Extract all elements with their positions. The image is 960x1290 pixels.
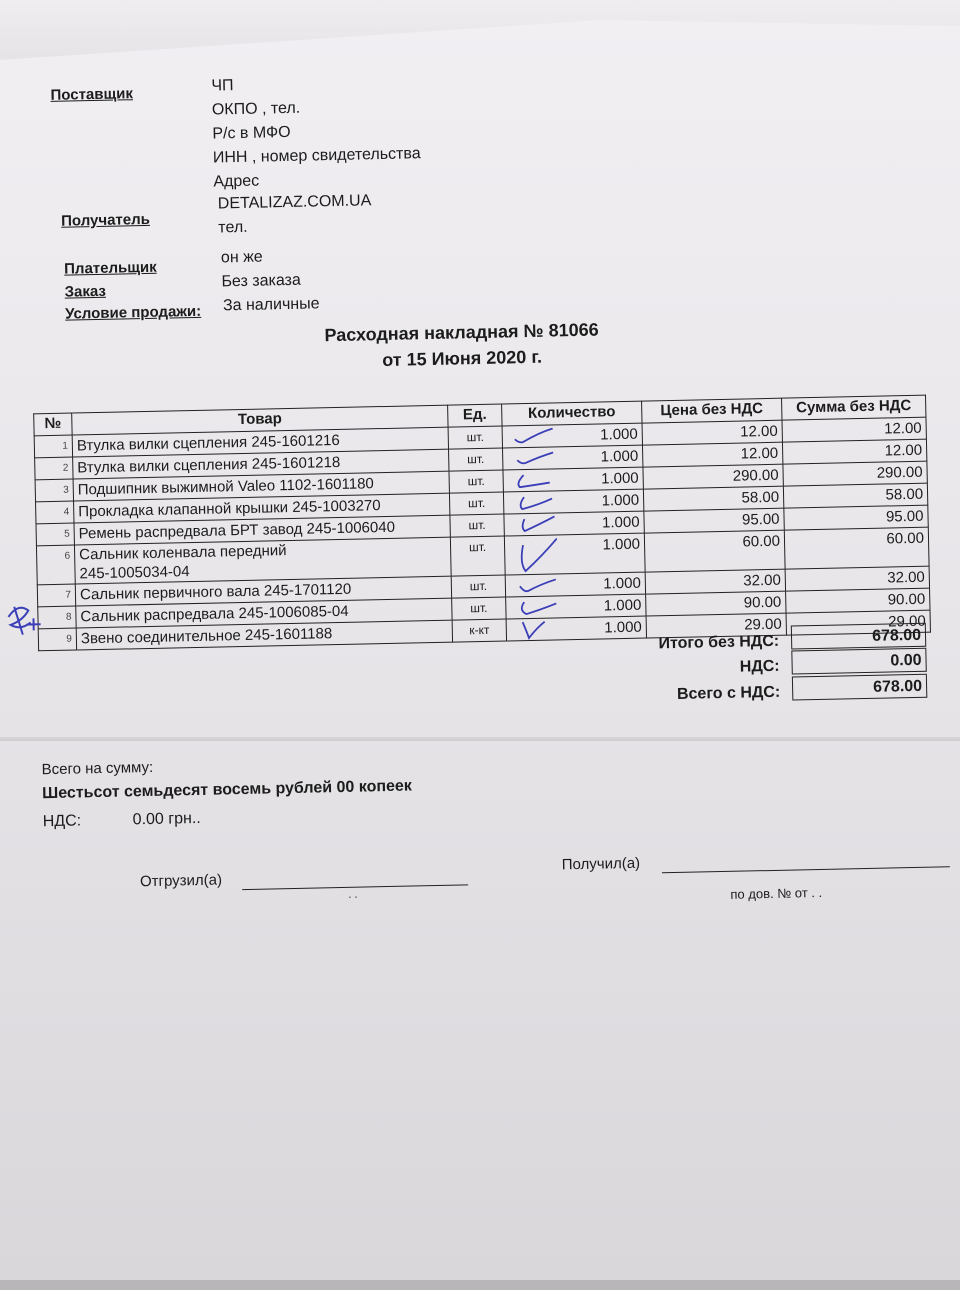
checkmark-icon (512, 597, 558, 618)
checkmark-icon (509, 426, 555, 447)
vat-value: 0.00 (791, 648, 926, 675)
item-qty-cell (503, 467, 643, 492)
item-name: Втулка вилки сцепления 245-1601218 (73, 449, 449, 479)
item-qty-cell (506, 594, 646, 619)
item-quantity: 1.000 (602, 535, 641, 554)
sale-condition-value: За наличные (222, 295, 320, 315)
row-number: 6 (36, 545, 75, 585)
item-price: 32.00 (645, 569, 785, 594)
supplier-line: ИНН , номер свидетельства (212, 145, 421, 167)
item-qty-cell (502, 423, 642, 448)
item-name: Сальник первичного вала 245-1701120 (75, 576, 451, 606)
row-number: 7 (37, 584, 75, 607)
invoice-title: Расходная накладная № 81066 (324, 319, 599, 346)
col-header-item: Товар (72, 405, 448, 435)
item-price: 12.00 (642, 442, 782, 467)
row-number: 9 (38, 628, 76, 651)
checkmark-icon (511, 536, 558, 575)
footer-vat-label: НДС: (42, 812, 82, 831)
item-name: Прокладка клапанной крышки 245-1003270 (74, 493, 450, 523)
item-sum: 32.00 (785, 566, 929, 591)
supplier-line: ЧП (211, 77, 234, 95)
item-sum: 90.00 (786, 588, 930, 613)
col-header-number: № (34, 413, 72, 436)
item-price: 95.00 (644, 508, 784, 533)
item-unit: к-кт (452, 619, 506, 642)
col-header-sum: Сумма без НДС (782, 395, 926, 420)
checkmark-icon (510, 492, 556, 513)
supplier-line: Адрес (213, 172, 260, 191)
received-label: Получил(а) (561, 854, 641, 874)
sum-in-words: Шестьсот семьдесят восемь рублей 00 копеек (41, 777, 413, 803)
footer-vat-value: 0.00 грн.. (132, 809, 201, 829)
row-number: 2 (35, 457, 73, 480)
subtotal-label: Итого без НДС: (658, 632, 780, 653)
item-qty-cell (504, 511, 644, 536)
supplier-line: Р/с в МФО (212, 123, 291, 143)
order-label: Заказ (64, 282, 107, 301)
item-price: 90.00 (646, 591, 786, 616)
item-name: Подшипник выжимной Valeo 1102-1601180 (73, 471, 449, 501)
item-sum: 58.00 (783, 483, 927, 508)
item-unit: шт. (449, 448, 503, 471)
recipient-line: тел. (218, 218, 248, 237)
row-number: 8 (38, 606, 76, 629)
supplier-line: ОКПО , тел. (211, 99, 301, 119)
item-unit: шт. (452, 597, 506, 620)
item-unit: шт. (449, 492, 503, 515)
item-quantity: 1.000 (603, 574, 642, 593)
total-label: Всего с НДС: (676, 683, 781, 703)
item-price: 58.00 (643, 486, 783, 511)
checkmark-icon (509, 448, 555, 469)
item-unit: шт. (449, 470, 503, 493)
item-name: Втулка вилки сцепления 245-1601216 (72, 427, 448, 457)
checkmark-icon (510, 470, 556, 491)
item-quantity: 1.000 (600, 425, 638, 444)
checkmark-icon (510, 514, 556, 535)
col-header-price: Цена без НДС (642, 398, 782, 423)
col-header-quantity: Количество (502, 401, 642, 426)
item-unit: шт. (450, 514, 504, 537)
recipient-label: Получатель (60, 210, 151, 230)
item-sum: 290.00 (783, 461, 927, 486)
item-sum: 60.00 (784, 527, 929, 569)
item-sum: 29.00 (786, 610, 930, 635)
payer-value: он же (220, 248, 263, 267)
checkmark-icon (513, 619, 559, 640)
item-unit: шт. (448, 426, 502, 449)
item-qty-cell (504, 533, 645, 575)
item-qty-cell (503, 489, 643, 514)
item-name: Сальник коленвала передний (78, 542, 287, 564)
handwritten-mark-icon (4, 594, 45, 645)
item-sum: 95.00 (784, 505, 928, 530)
item-unit: шт. (450, 536, 505, 576)
item-quantity: 1.000 (601, 491, 640, 510)
subtotal-value: 678.00 (791, 623, 926, 650)
shipped-dots: . . (348, 888, 358, 901)
proxy-text: по дов. № от . . (730, 884, 823, 902)
items-table (33, 395, 931, 652)
item-price: 12.00 (642, 420, 782, 445)
item-sum: 12.00 (782, 439, 926, 464)
item-sum: 12.00 (782, 417, 926, 442)
received-signature-line (662, 866, 950, 873)
item-quantity: 1.000 (600, 469, 639, 488)
item-quantity: 1.000 (603, 596, 642, 615)
vat-label: НДС: (739, 657, 780, 676)
row-number: 5 (36, 523, 74, 546)
item-quantity: 1.000 (604, 618, 642, 637)
sum-label: Всего на сумму: (41, 758, 154, 779)
invoice-date: от 15 Июня 2020 г. (382, 346, 543, 371)
order-value: Без заказа (221, 271, 302, 291)
row-number: 3 (35, 479, 73, 502)
item-name: Ремень распредвала БРТ завод 245-1006040 (74, 515, 450, 545)
item-qty-cell (503, 445, 643, 470)
item-quantity: 1.000 (600, 447, 639, 466)
row-number: 4 (36, 501, 74, 524)
total-value: 678.00 (792, 674, 927, 701)
sale-condition-label: Условие продажи: (64, 302, 202, 323)
item-qty-cell (505, 572, 645, 597)
shipped-label: Отгрузил(а) (139, 871, 223, 891)
checkmark-icon (512, 575, 558, 596)
item-name-continued: 245-1005034-04 (79, 563, 190, 583)
row-number: 1 (34, 435, 72, 458)
supplier-label: Поставщик (50, 85, 134, 104)
col-header-unit: Ед. (448, 404, 502, 427)
item-quantity: 1.000 (601, 513, 640, 532)
item-price: 29.00 (646, 613, 786, 638)
recipient-line: DETALIZAZ.COM.UA (217, 192, 372, 213)
payer-label: Плательщик (63, 258, 157, 278)
item-name: Звено соединительное 245-1601188 (76, 620, 452, 650)
item-price: 290.00 (643, 464, 783, 489)
item-unit: шт. (451, 575, 505, 598)
item-price: 60.00 (644, 530, 785, 572)
item-name: Сальник распредвала 245-1006085-04 (76, 598, 452, 628)
